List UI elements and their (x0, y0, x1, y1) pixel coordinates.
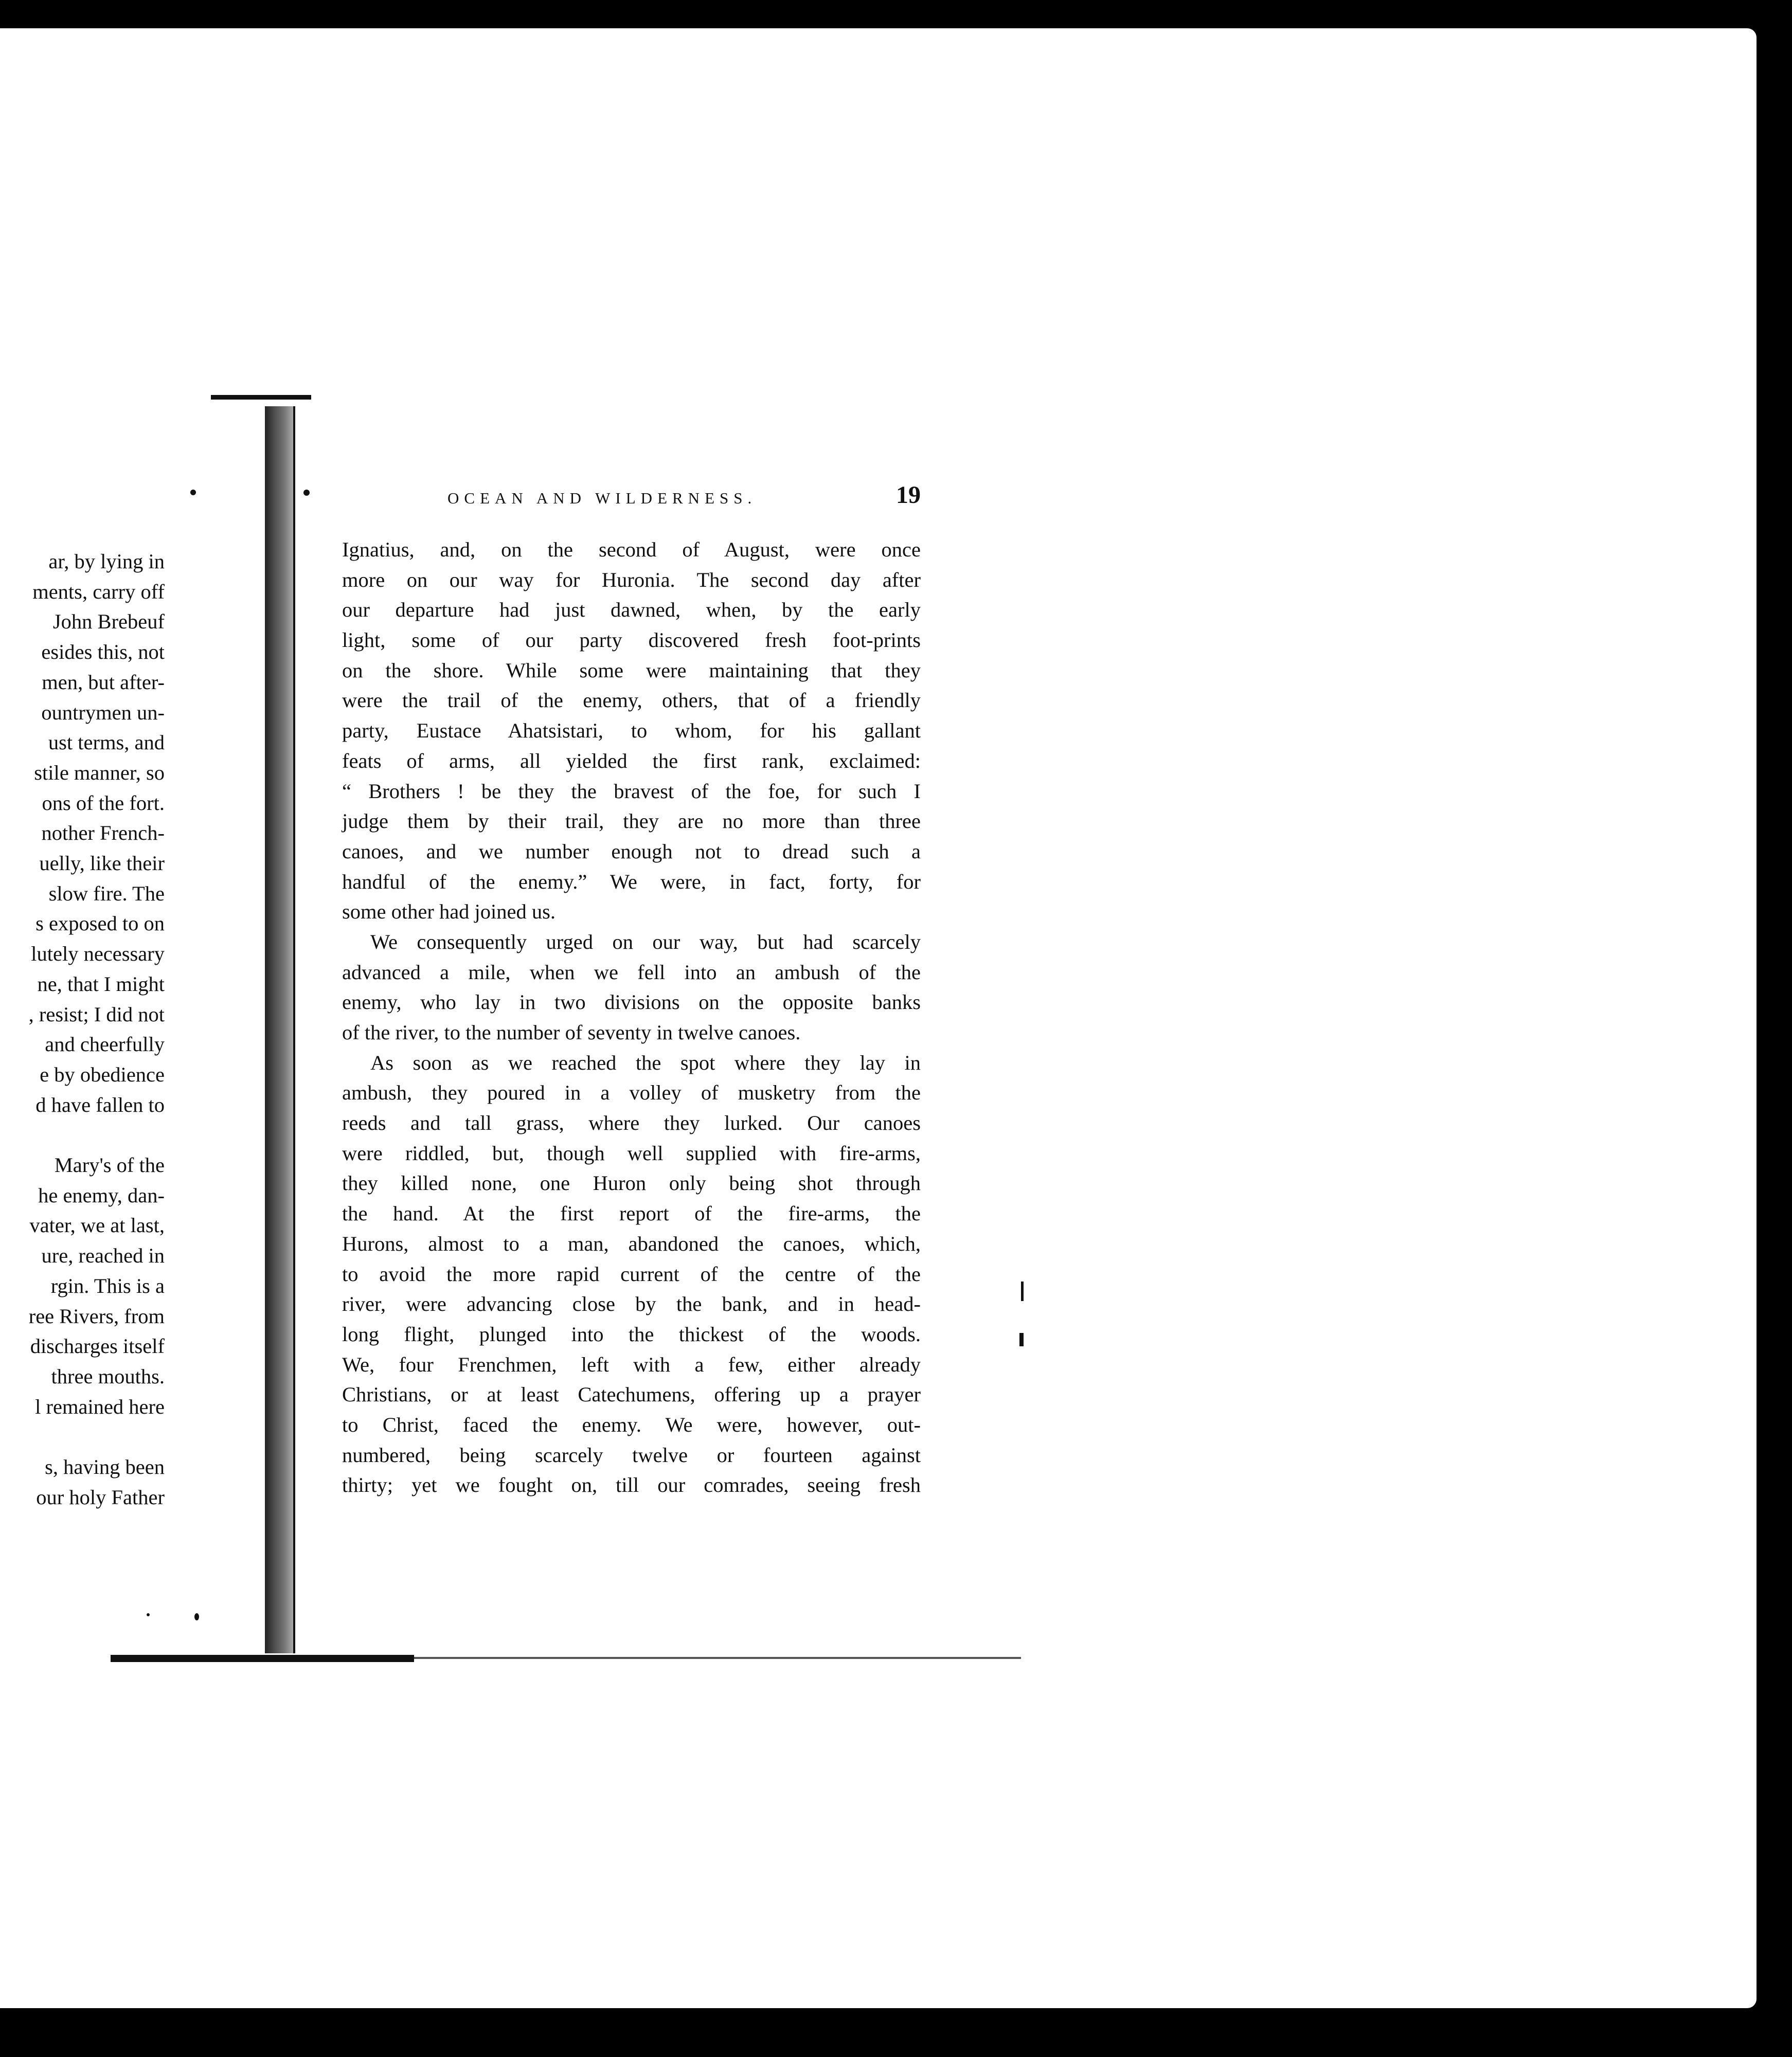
body-line: Hurons, almost to a man, abandoned the canoes, which, (342, 1232, 921, 1255)
fragment-line: s exposed to on (35, 912, 165, 935)
body-line: Ignatius, and, on the second of August, were once (342, 538, 921, 561)
body-line: “ Brothers ! be they the bravest of the foe, for such I (342, 779, 921, 803)
speck (194, 1613, 199, 1620)
speck (147, 1613, 150, 1616)
body-line: were riddled, but, though well supplied with fire-arms, (342, 1141, 921, 1165)
fragment-line: Mary's of the (54, 1153, 165, 1177)
body-line: judge them by their trail, they are no more than three (342, 809, 921, 833)
fragment-line: ree Rivers, from (28, 1304, 165, 1328)
book-gutter (265, 406, 293, 1653)
fragment-line: , resist; I did not (28, 1002, 165, 1026)
body-line: on the shore. While some were maintaining that they (342, 658, 921, 682)
speck (303, 490, 310, 496)
page-sheet (0, 28, 1757, 2008)
speck (1019, 1333, 1024, 1346)
fragment-line: ust terms, and (48, 731, 165, 754)
body-line: long flight, plunged into the thickest of the woods. (342, 1322, 921, 1346)
fragment-line: slow fire. The (48, 881, 165, 905)
page-body (342, 535, 921, 1501)
fragment-line: e by obedience (40, 1062, 165, 1086)
fragment-line: s, having been (45, 1455, 165, 1478)
body-line: were the trail of the enemy, others, that of a friendly (342, 689, 921, 712)
body-line: party, Eustace Ahatsistari, to whom, for his gallant (342, 719, 921, 743)
running-head (345, 481, 921, 517)
body-line: our departure had just dawned, when, by the early (342, 598, 921, 622)
fragment-line: John Brebeuf (52, 610, 165, 634)
fragment-line: and cheerfully (45, 1033, 165, 1056)
body-line: thirty; yet we fought on, till our comrades, seeing fresh (342, 1473, 921, 1497)
bottom-page-edge (414, 1657, 1021, 1659)
fragment-line: ountrymen un- (41, 700, 165, 724)
fragment-line: d have fallen to (35, 1093, 165, 1116)
fragment-line: ure, reached in (41, 1244, 165, 1268)
running-title: OCEAN AND WILDERNESS. (447, 489, 757, 507)
fragment-line: stile manner, so (34, 761, 165, 784)
body-line: feats of arms, all yielded the first rank, exclaimed: (342, 749, 921, 772)
body-line: to avoid the more rapid current of the centre of the (342, 1262, 921, 1286)
fragment-line: ons of the fort. (42, 791, 165, 815)
body-line: the hand. At the first report of the fire-arms, the (342, 1202, 921, 1225)
fragment-line: ne, that I might (37, 972, 165, 996)
fragment-line: three mouths. (51, 1364, 165, 1388)
body-line: river, were advancing close by the bank, and in head- (342, 1292, 921, 1316)
fragment-line: l remained here (35, 1395, 165, 1418)
fragment-line: ments, carry off (32, 580, 165, 603)
fragment-line: rgin. This is a (50, 1274, 165, 1297)
body-line: more on our way for Huronia. The second day after (342, 568, 921, 591)
fragment-line: vater, we at last, (29, 1214, 165, 1237)
bottom-rule (111, 1655, 414, 1662)
body-line: advanced a mile, when we fell into an ambush of the (342, 960, 921, 984)
body-line: they killed none, one Huron only being shot through (342, 1171, 921, 1195)
fragment-line: lutely necessary (31, 942, 165, 966)
fragment-line: our holy Father (36, 1485, 165, 1509)
body-line: reeds and tall grass, where they lurked. Our canoes (342, 1111, 921, 1135)
fragment-line: discharges itself (30, 1334, 165, 1358)
body-line: Christians, or at least Catechumens, offering up a prayer (342, 1383, 921, 1406)
top-rule (211, 395, 311, 400)
body-line: handful of the enemy.” We were, in fact, forty, for (342, 870, 921, 893)
body-line: ambush, they poured in a volley of musketry from the (342, 1081, 921, 1105)
body-line: of the river, to the number of seventy in twelve canoes. (342, 1021, 801, 1044)
speck (190, 490, 196, 495)
fragment-line: ar, by lying in (48, 550, 165, 573)
paragraph-start: We consequently urged on our way, but had scarcely (370, 930, 921, 953)
body-line: some other had joined us. (342, 900, 556, 924)
body-line: enemy, who lay in two divisions on the opposite banks (342, 990, 921, 1014)
fragment-line: uelly, like their (39, 852, 165, 875)
page-number: 19 (896, 481, 921, 509)
fragment-line: nother French- (41, 821, 165, 845)
fragment-line: men, but after- (42, 670, 165, 694)
body-line: light, some of our party discovered fresh foot-prints (342, 628, 921, 652)
fragment-line: esides this, not (41, 640, 165, 664)
speck (1021, 1282, 1024, 1301)
body-line: to Christ, faced the enemy. We were, however, out- (342, 1413, 921, 1436)
body-line: numbered, being scarcely twelve or fourteen against (342, 1443, 921, 1467)
fragment-line: he enemy, dan- (38, 1183, 165, 1207)
paragraph-start: As soon as we reached the spot where they lay in (370, 1051, 921, 1074)
body-line: We, four Frenchmen, left with a few, either already (342, 1352, 921, 1376)
gutter-edge (293, 406, 295, 1653)
body-line: canoes, and we number enough not to dread such a (342, 839, 921, 863)
